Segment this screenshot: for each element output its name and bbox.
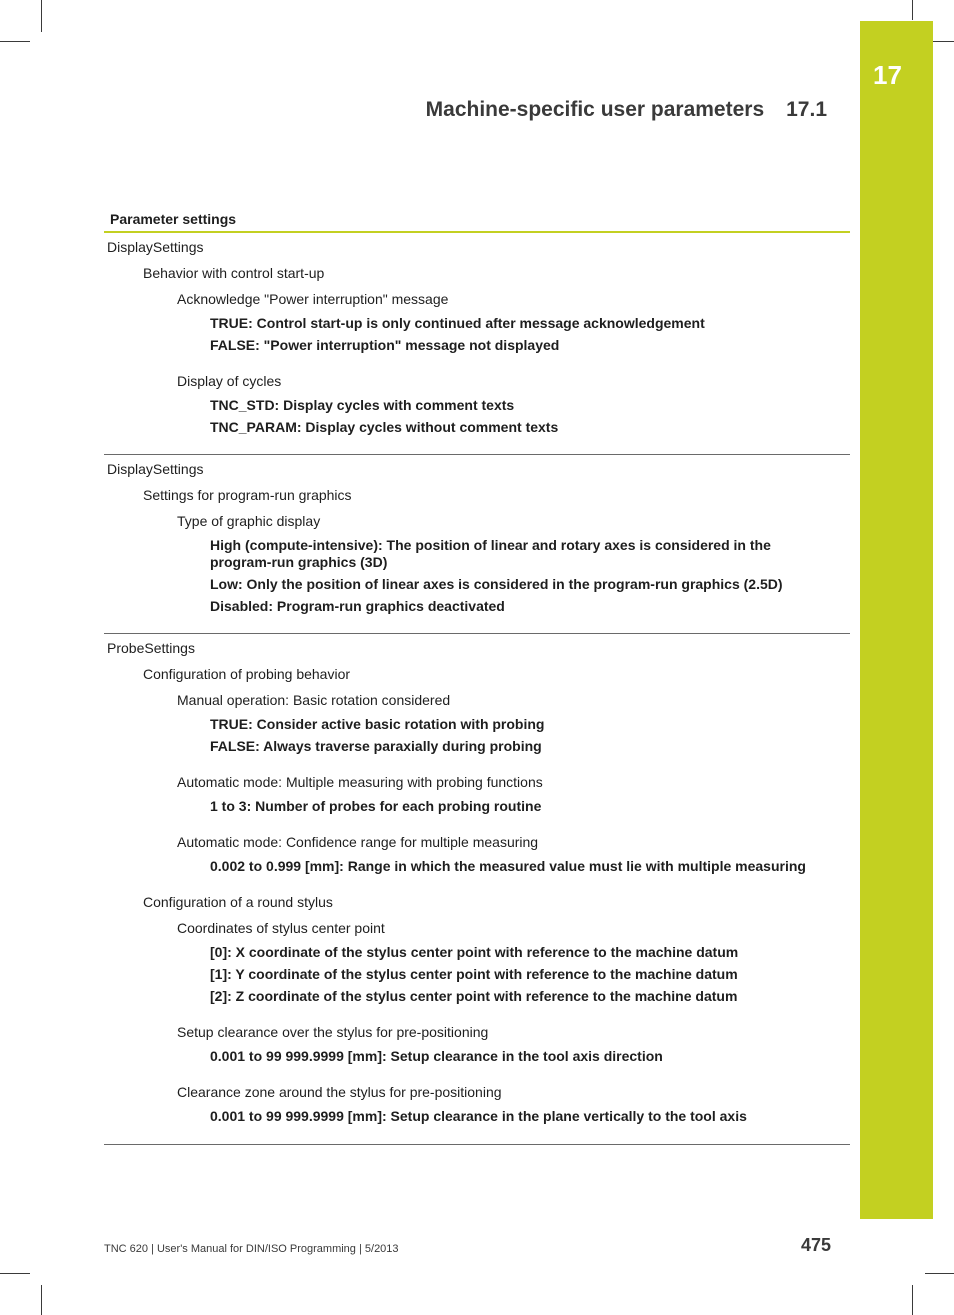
crop-mark <box>0 41 30 42</box>
param-value: FALSE: Always traverse paraxially during probing <box>210 738 542 754</box>
crop-mark <box>925 1273 954 1274</box>
section-name: ProbeSettings <box>107 640 195 656</box>
parameter-section <box>104 455 850 634</box>
footer-text: TNC 620 | User's Manual for DIN/ISO Programming | 5/2013 <box>104 1243 399 1255</box>
param-values <box>104 798 850 815</box>
param-name: Acknowledge "Power interruption" message <box>177 291 449 307</box>
running-header <box>426 98 827 122</box>
param-value: TNC_PARAM: Display cycles without comment texts <box>210 419 559 435</box>
param-value: Low: Only the position of linear axes is considered in the program-run graphics (2.5D) <box>210 576 783 592</box>
crop-mark <box>912 0 913 20</box>
param-values <box>104 1108 850 1125</box>
group-name: Behavior with control start-up <box>143 265 325 281</box>
group-name: Configuration of probing behavior <box>143 666 351 682</box>
param-value: [2]: Z coordinate of the stylus center point with reference to the machine datum <box>210 988 738 1004</box>
param-value: TRUE: Control start-up is only continued after message acknowledgement <box>210 315 705 331</box>
param-value: [1]: Y coordinate of the stylus center point with reference to the machine datum <box>210 966 738 982</box>
chapter-tab <box>860 21 933 1219</box>
param-values <box>104 315 850 354</box>
param-value: FALSE: "Power interruption" message not displayed <box>210 337 560 353</box>
param-value: High (compute-intensive): The position of linear and rotary axes is considered in the program-run graphics (3D) <box>210 537 771 570</box>
header-title: Machine-specific user parameters <box>425 98 765 121</box>
param-name: Display of cycles <box>177 373 282 389</box>
param-name: Clearance zone around the stylus for pre-positioning <box>177 1084 502 1100</box>
param-value: TNC_STD: Display cycles with comment texts <box>210 397 515 413</box>
header-section-number: 17.1 <box>786 98 827 121</box>
param-value: Disabled: Program-run graphics deactivated <box>210 598 505 614</box>
param-values <box>104 397 850 436</box>
param-value: 0.001 to 99 999.9999 [mm]: Setup clearance in the plane vertically to the tool axis <box>210 1108 747 1124</box>
section-name: DisplaySettings <box>107 239 204 255</box>
param-name: Type of graphic display <box>177 513 321 529</box>
parameter-table <box>104 207 850 1145</box>
crop-mark <box>912 1285 913 1315</box>
group-name: Settings for program-run graphics <box>143 487 352 503</box>
param-name: Manual operation: Basic rotation considered <box>177 692 451 708</box>
parameter-section <box>104 634 850 1145</box>
param-values <box>104 537 850 615</box>
parameter-section <box>104 233 850 455</box>
param-values <box>104 1048 850 1065</box>
param-value: 0.001 to 99 999.9999 [mm]: Setup clearance in the tool axis direction <box>210 1048 663 1064</box>
param-name: Coordinates of stylus center point <box>177 920 385 936</box>
chapter-number: 17 <box>873 60 902 90</box>
table-title: Parameter settings <box>104 207 850 233</box>
param-values <box>104 716 850 755</box>
param-name: Automatic mode: Confidence range for multiple measuring <box>177 834 539 850</box>
param-values <box>104 858 850 875</box>
param-value: [0]: X coordinate of the stylus center point with reference to the machine datum <box>210 944 739 960</box>
param-name: Setup clearance over the stylus for pre-positioning <box>177 1024 489 1040</box>
section-name: DisplaySettings <box>107 461 204 477</box>
page-number: 475 <box>800 1235 831 1255</box>
param-name: Automatic mode: Multiple measuring with probing functions <box>177 774 543 790</box>
param-value: TRUE: Consider active basic rotation with probing <box>210 716 545 732</box>
crop-mark <box>0 1273 30 1274</box>
param-value: 0.002 to 0.999 [mm]: Range in which the measured value must lie with multiple measuring <box>210 858 806 874</box>
crop-mark <box>41 1285 42 1315</box>
param-values <box>104 944 850 1005</box>
group-name: Configuration of a round stylus <box>143 894 333 910</box>
param-value: 1 to 3: Number of probes for each probing routine <box>210 798 542 814</box>
crop-mark <box>41 0 42 32</box>
